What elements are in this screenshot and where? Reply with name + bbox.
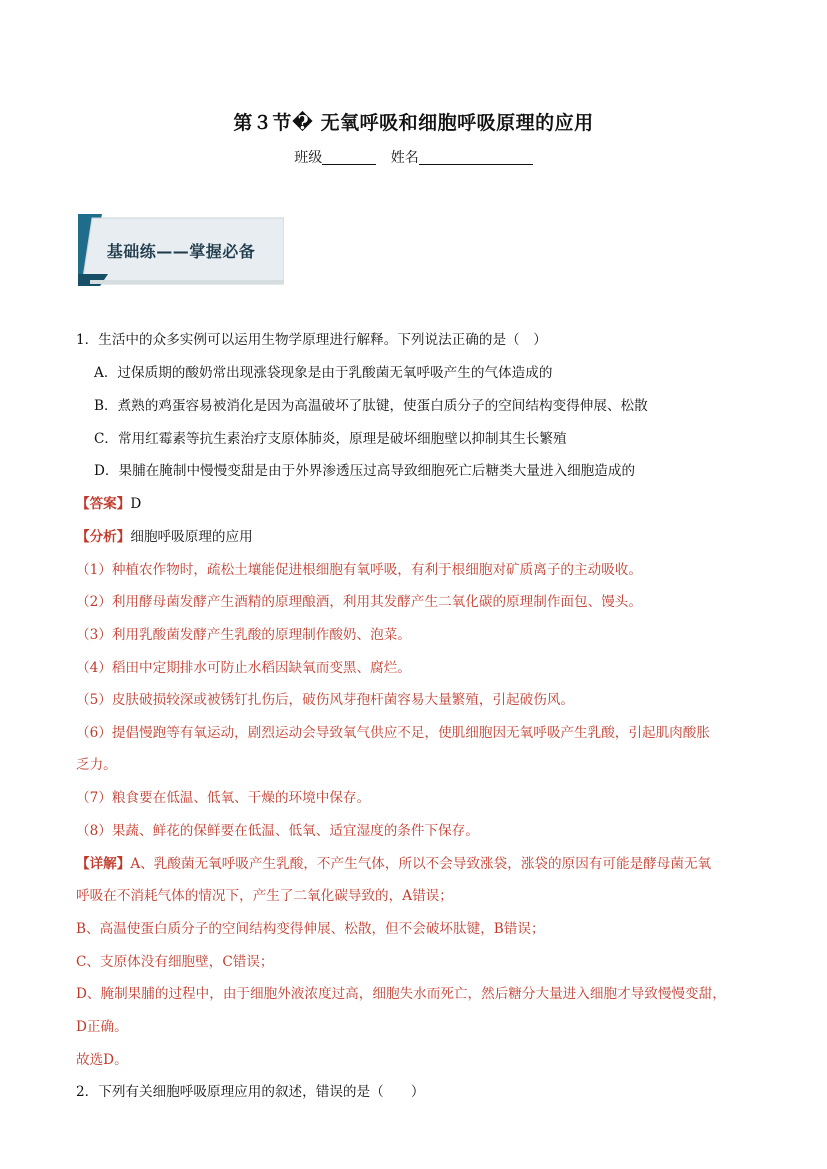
analysis-item: （1）种植农作物时，疏松土壤能促进根细胞有氧呼吸，有利于根细胞对矿质离子的主动吸收。 <box>76 562 642 578</box>
detail-tag: 【详解】 <box>76 856 131 872</box>
page-title: 第３节� 无氧呼吸和细胞呼吸原理的应用 <box>233 112 594 134</box>
option-a: A．过保质期的酸奶常出现涨袋现象是由于乳酸菌无氧呼吸产生的气体造成的 <box>94 365 553 381</box>
option-d: D．果脯在腌制中慢慢变甜是由于外界渗透压过高导致细胞死亡后糖类大量进入细胞造成的 <box>94 463 636 479</box>
name-blank[interactable] <box>419 150 533 165</box>
analysis-item: （6）提倡慢跑等有氧运动，剧烈运动会导致氧气供应不足，使肌细胞因无氧呼吸产生乳酸，引起肌肉酸胀 <box>76 725 710 741</box>
section-banner <box>78 214 284 286</box>
answer-line <box>76 494 141 514</box>
detail-line: B、高温使蛋白质分子的空间结构变得伸展、松散，但不会破坏肽键，B错误； <box>76 921 545 937</box>
detail-line: 呼吸在不消耗气体的情况下，产生了二氧化碳导致的，A错误； <box>76 888 453 904</box>
analysis-item: （2）利用酵母菌发酵产生酒精的原理酿酒，利用其发酵产生二氧化碳的原理制作面包、馒头。 <box>76 594 642 610</box>
analysis-item: 乏力。 <box>76 757 117 773</box>
banner-text: 基础练——掌握必备 <box>106 242 256 261</box>
analysis-item: （4）稻田中定期排水可防止水稻因缺氧而变黑、腐烂。 <box>76 660 411 676</box>
analysis-item: （8）果蔬、鲜花的保鲜要在低温、低氧、适宜湿度的条件下保存。 <box>76 823 479 839</box>
detail-line: C、支原体没有细胞壁，C错误； <box>76 954 274 970</box>
analysis-title: 细胞呼吸原理的应用 <box>130 529 253 545</box>
answer-tag: 【答案】 <box>76 496 131 512</box>
analysis-item: （7）粮食要在低温、低氧、干燥的环境中保存。 <box>76 790 371 806</box>
detail-line: 故选D。 <box>76 1052 128 1068</box>
class-blank[interactable] <box>322 150 376 165</box>
question-1-stem: 1．生活中的众多实例可以运用生物学原理进行解释。下列说法正确的是（ ） <box>76 332 547 348</box>
detail-text: A、乳酸菌无氧呼吸产生乳酸，不产生气体，所以不会导致涨袋，涨袋的原因有可能是酵母菌无氧 <box>130 856 712 872</box>
option-b: B．煮熟的鸡蛋容易被消化是因为高温破坏了肽键，使蛋白质分子的空间结构变得伸展、松散 <box>94 398 648 414</box>
option-c: C．常用红霉素等抗生素治疗支原体肺炎，原理是破坏细胞壁以抑制其生长繁殖 <box>94 431 567 447</box>
detail-line: D正确。 <box>76 1019 128 1035</box>
analysis-line <box>76 527 253 547</box>
answer-value: D <box>130 496 142 512</box>
analysis-item: （5）皮肤破损较深或被锈钉扎伤后，破伤风芽孢杆菌容易大量繁殖，引起破伤风。 <box>76 692 575 708</box>
detail-line <box>76 854 711 874</box>
analysis-tag: 【分析】 <box>76 529 131 545</box>
name-class-line <box>0 147 827 167</box>
class-label: 班级 <box>294 150 323 166</box>
analysis-item: （3）利用乳酸菌发酵产生乳酸的原理制作酸奶、泡菜。 <box>76 627 411 643</box>
name-label: 姓名 <box>390 150 419 166</box>
detail-line: D、腌制果脯的过程中，由于细胞外液浓度过高，细胞失水而死亡，然后糖分大量进入细胞才导致慢慢变甜， <box>76 986 726 1002</box>
question-2-stem: 2．下列有关细胞呼吸原理应用的叙述，错误的是（ ） <box>76 1084 425 1100</box>
